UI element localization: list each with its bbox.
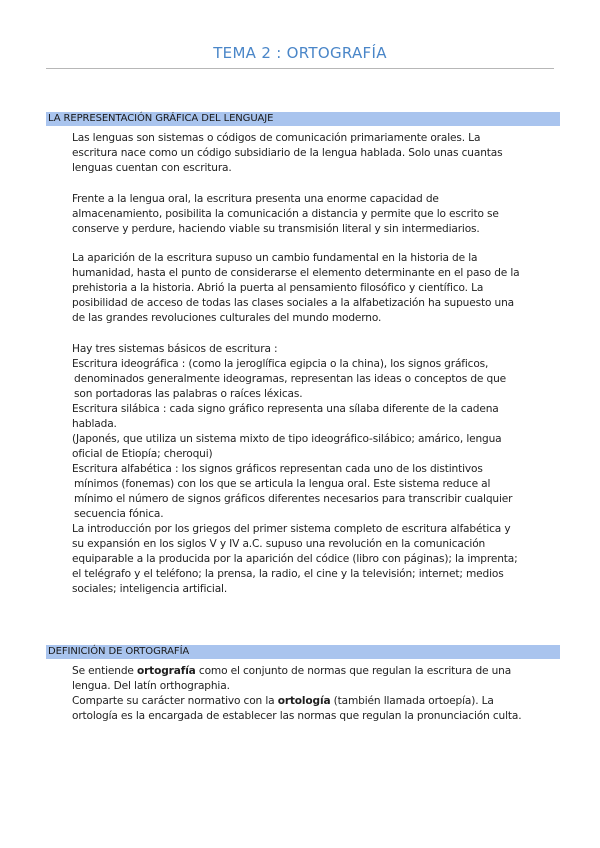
paragraph-frente-lengua-oral [72,192,499,237]
text-line: de las grandes revoluciones culturales del mundo moderno. [72,312,382,324]
text-line: mínimos (fonemas) con los que se articula la lengua oral. Este sistema reduce al [74,478,491,490]
text-line: posibilidad de acceso de todas las clases sociales a la alfabetización ha supuesto una [72,297,514,309]
text-line: hablada. [72,418,117,430]
text-line: prehistoria a la historia. Abrió la puerta al pensamiento filosófico y científico. La [72,282,484,294]
text-line: mínimo el número de signos gráficos diferentes necesarios para transcribir cualquier [74,493,513,505]
title-divider [46,68,554,69]
text-line: lengua. Del latín orthographia. [72,680,230,692]
text-line: Comparte su carácter normativo con la ortología (también llamada ortoepía). La [72,695,494,707]
text-line: Se entiende ortografía como el conjunto de normas que regulan la escritura de una [72,665,512,677]
text-line: el telégrafo y el teléfono; la prensa, la radio, el cine y la televisión; internet; medios [72,568,504,580]
paragraph-aparicion-escritura [72,251,520,326]
text-line: secuencia fónica. [74,508,164,520]
section-heading-representacion: LA REPRESENTACIÓN GRÁFICA DEL LENGUAJE [46,112,560,126]
text-line: denominados generalmente ideogramas, representan las ideas o conceptos de que [74,373,507,385]
text-line: escritura nace como un código subsidiario de la lengua hablada. Solo unas cuantas [72,147,503,159]
page-title: TEMA 2 : ORTOGRAFÍA [213,44,387,62]
text-line: equiparable a la producida por la aparición del códice (libro con páginas); la imprenta; [72,553,518,565]
term-ortografia: ortografía [136,665,196,677]
text-line: Escritura alfabética : los signos gráficos representan cada uno de los distintivos [72,463,483,475]
text-line: ortología es la encargada de establecer las normas que regulan la pronunciación culta. [72,710,522,722]
text-line: su expansión en los siglos V y IV a.C. supuso una revolución en la comunicación [72,538,486,550]
text-line: conserve y perdure, haciendo viable su transmisión literal y sin intermediarios. [72,223,480,235]
text-line: Hay tres sistemas básicos de escritura : [72,343,278,355]
text-line: Escritura silábica : cada signo gráfico representa una sílaba diferente de la cadena [72,403,499,415]
text-line: (Japonés, que utiliza un sistema mixto de tipo ideográfico-silábico; amárico, lengua [72,433,502,445]
text-line: Escritura ideográfica : (como la jeroglífica egipcia o la china), los signos gráficos, [72,358,489,370]
text-line: almacenamiento, posibilita la comunicación a distancia y permite que lo escrito se [72,208,499,220]
term-ortologia: ortología [277,695,331,707]
text-line: son portadoras las palabras o raíces léxicas. [74,388,303,400]
section-heading-definicion: DEFINICIÓN DE ORTOGRAFÍA [46,645,560,659]
text-line: Frente a la lengua oral, la escritura presenta una enorme capacidad de [72,193,439,205]
paragraph-lenguas-orales [72,131,502,176]
paragraph-sistemas-escritura [72,342,518,597]
text-line: La aparición de la escritura supuso un cambio fundamental en la historia de la [72,252,478,264]
text-line: Las lenguas son sistemas o códigos de comunicación primariamente orales. La [72,132,481,144]
text-line: oficial de Etiopía; cheroqui) [72,448,213,460]
text-line: sociales; inteligencia artificial. [72,583,228,595]
text-line: lenguas cuentan con escritura. [72,162,232,174]
text-line: La introducción por los griegos del primer sistema completo de escritura alfabética y [72,523,511,535]
text-line: humanidad, hasta el punto de considerarse el elemento determinante en el paso de la [72,267,520,279]
paragraph-definicion-ortografia [72,664,521,724]
